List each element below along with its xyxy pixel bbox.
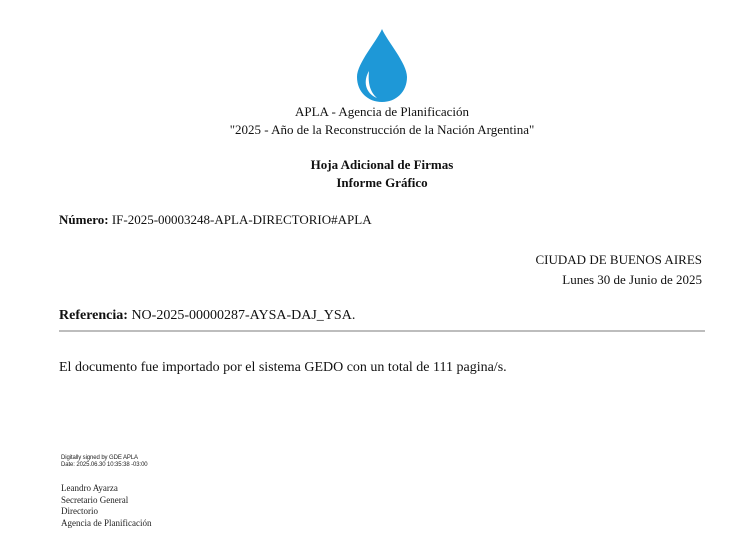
referencia-field [59, 307, 355, 324]
divider [59, 330, 705, 332]
referencia-value: NO-2025-00000287-AYSA-DAJ_YSA. [131, 308, 356, 323]
signer-agency: Agencia de Planificación [61, 517, 152, 528]
numero-label: Número: [59, 212, 109, 227]
body-text: El documento fue importado por el sistema GEDO con un total de 111 pagina/s. [59, 360, 507, 375]
signer-name: Leandro Ayarza [61, 483, 118, 493]
water-drop-icon [355, 27, 409, 103]
document-subtitle: Informe Gráfico [336, 175, 428, 190]
date: Lunes 30 de Junio de 2025 [562, 272, 702, 287]
city: CIUDAD DE BUENOS AIRES [535, 252, 702, 267]
numero-value: IF-2025-00003248-APLA-DIRECTORIO#APLA [111, 212, 372, 227]
digital-signature [61, 455, 148, 469]
signer-block [61, 483, 151, 529]
digital-signature-signed-by: Digitally signed by GDE APLA [61, 455, 138, 461]
signer-area: Directorio [61, 506, 98, 516]
signer-position: Secretario General [61, 494, 129, 505]
document-title: Hoja Adicional de Firmas [310, 157, 454, 172]
numero-field [59, 212, 372, 228]
referencia-label: Referencia: [59, 308, 128, 323]
motto: "2025 - Año de la Reconstrucción de la Nación Argentina" [229, 122, 535, 137]
digital-signature-date: Date: 2025.06.30 10:35:38 -03:00 [61, 462, 148, 468]
organization-name: APLA - Agencia de Planificación [294, 104, 469, 119]
